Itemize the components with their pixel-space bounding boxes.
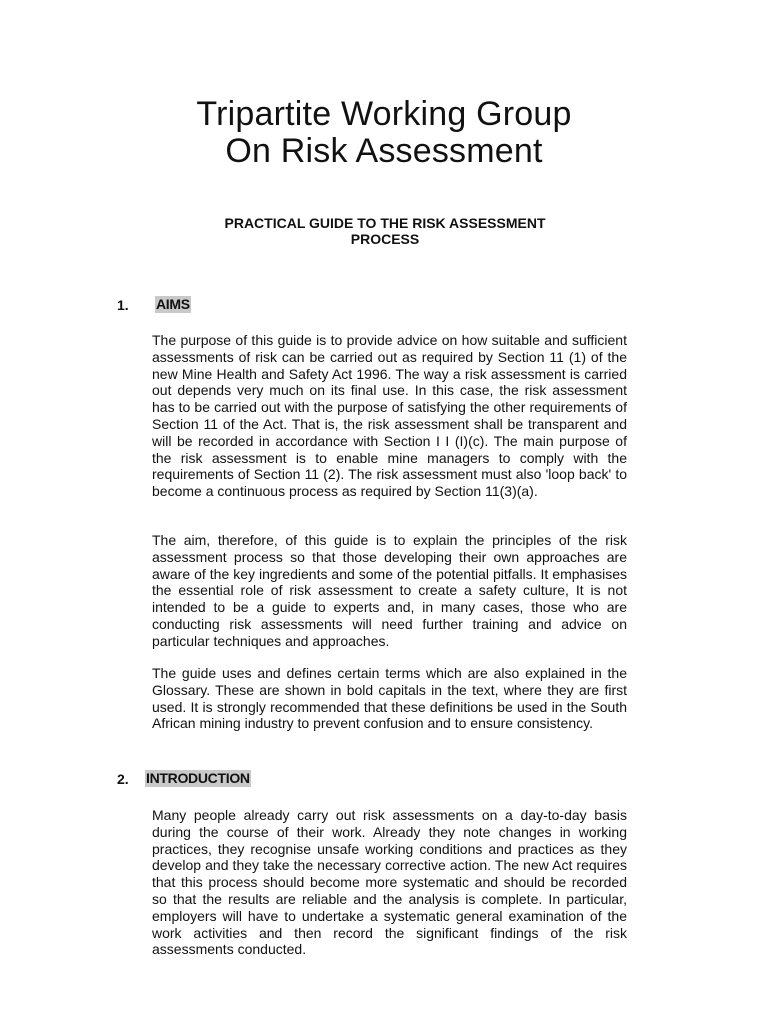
subtitle-line-1: PRACTICAL GUIDE TO THE RISK ASSESSMENT <box>224 215 546 231</box>
section-1-paragraph-2: The aim, therefore, of this guide is to explain the principles of the risk assessment process so that those developing their own approaches are aware of the key ingredients and some of the potential pitfalls. It emphasises the essential role of risk assessment to create a safety culture, It is not intended to be a guide to experts and, in many cases, those who are conducting risk assessments will need further training and advice on particular techniques and approaches. <box>152 532 627 649</box>
document-title-line-2: On Risk Assessment <box>225 132 543 170</box>
subtitle-line-2: PROCESS <box>350 231 420 247</box>
document-title-line-1: Tripartite Working Group <box>196 95 572 133</box>
section-2-paragraph-1: Many people already carry out risk assessments on a day-to-day basis during the course of their work. Already they note changes in working practices, they recognise unsafe working conditions and practices as they develop and they take the necessary corrective action. The new Act requires that this process should become more systematic and should be recorded so that the results are reliable and the analysis is complete. In particular, employers will have to undertake a systematic general examination of the work activities and then record the significant findings of the risk assessments conducted. <box>152 807 627 958</box>
section-1-number: 1. <box>117 297 129 313</box>
section-1-paragraph-3: The guide uses and defines certain terms which are also explained in the Glossary. These are shown in bold capitals in the text, where they are first used. It is strongly recommended that these definitions be used in the South African mining industry to prevent confusion and to ensure consistency. <box>152 665 627 732</box>
section-1-paragraph-1: The purpose of this guide is to provide advice on how suitable and sufficient assessments of risk can be carried out as required by Section 11 (1) of the new Mine Health and Safety Act 1996. The way a risk assessment is carried out depends very much on its final use. In this case, the risk assessment has to be carried out with the purpose of satisfying the other requirements of Section 11 of the Act. That is, the risk assessment shall be transparent and will be recorded in accordance with Section I I (I)(c). The main purpose of the risk assessment is to enable mine managers to comply with the requirements of Section 11 (2). The risk assessment must also 'loop back' to become a continuous process as required by Section 11(3)(a). <box>152 332 627 500</box>
document-subtitle <box>0 215 768 247</box>
section-2-heading: INTRODUCTION <box>146 770 250 786</box>
section-2-number: 2. <box>117 771 129 787</box>
section-1-heading: AIMS <box>156 296 190 312</box>
